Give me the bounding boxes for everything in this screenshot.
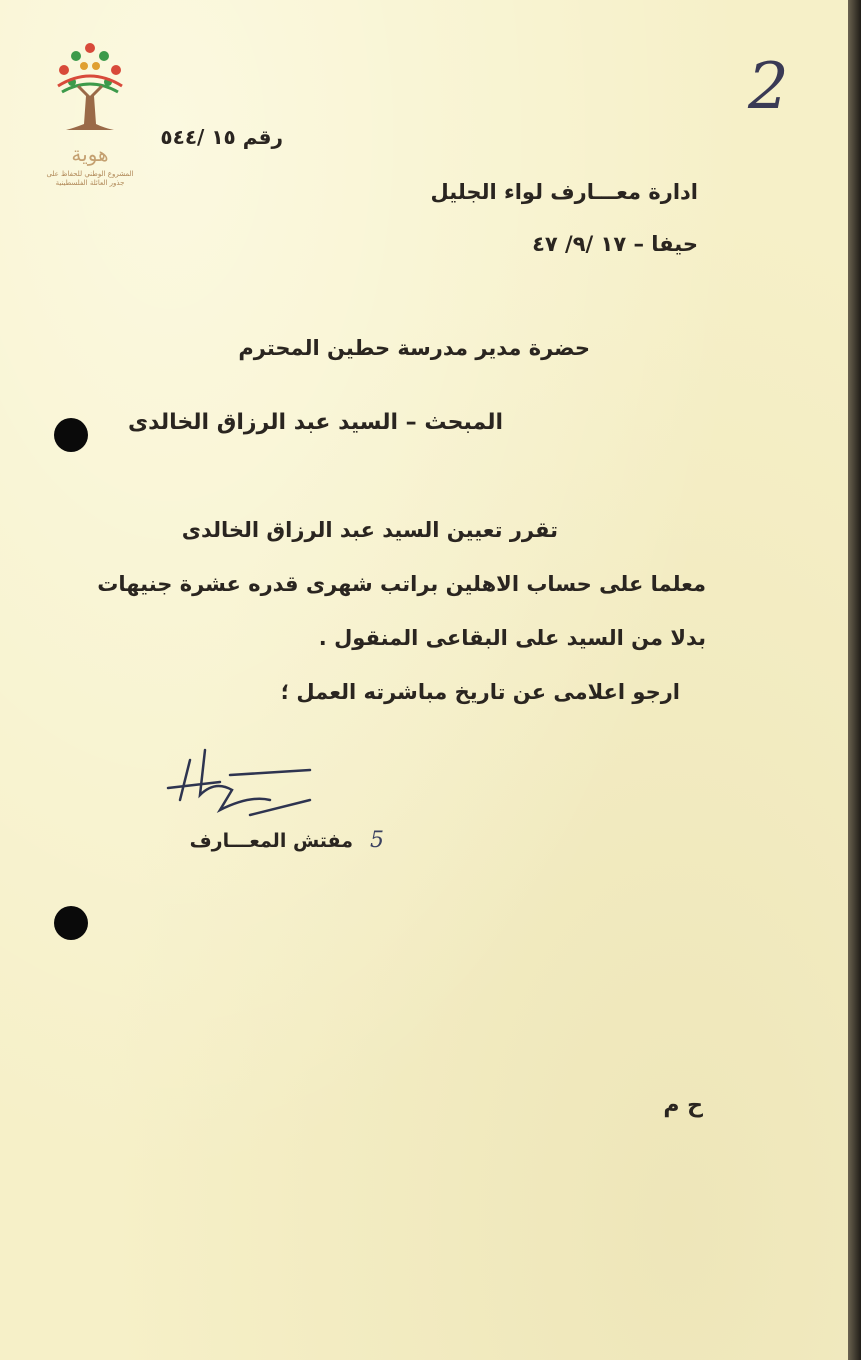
page-number: 2 [748, 50, 789, 124]
place-date: حيفا – ١٧ /٩/ ٤٧ [532, 232, 698, 256]
logo-wordmark: هوية [71, 142, 109, 166]
reference-number: رقم ١٥ /٥٤٤ [160, 125, 283, 149]
body-line-2: معلما على حساب الاهلين براتب شهرى قدره عشرة جنيهات [97, 572, 706, 596]
signature-scribble [160, 740, 330, 820]
signature-title: مفتش المعـــارف [189, 830, 353, 852]
logo-caption-line2: جذور العائلة الفلسطينية [55, 179, 125, 187]
family-tree-logo-icon [48, 36, 132, 186]
subject-line: المبحث – السيد عبد الرزاق الخالدى [128, 410, 503, 435]
page-edge-shadow [848, 0, 861, 1360]
body-line-3: بدلا من السيد على البقاعى المنقول . [318, 626, 706, 650]
punch-hole-top [54, 418, 88, 452]
signature-number: 5 [370, 828, 384, 853]
logo-caption-line1: المشروع الوطني للحفاظ على [46, 170, 134, 178]
typist-initials: ح م [663, 1093, 703, 1118]
punch-hole-bottom [54, 906, 88, 940]
department-name: ادارة معـــارف لواء الجليل [430, 180, 698, 204]
body-line-1: تقرر تعيين السيد عبد الرزاق الخالدى [181, 518, 558, 542]
logo-caption [40, 170, 140, 188]
salutation: حضرة مدير مدرسة حطين المحترم [238, 336, 590, 360]
body-line-4: ارجو اعلامى عن تاريخ مباشرته العمل ؛ [280, 680, 680, 704]
